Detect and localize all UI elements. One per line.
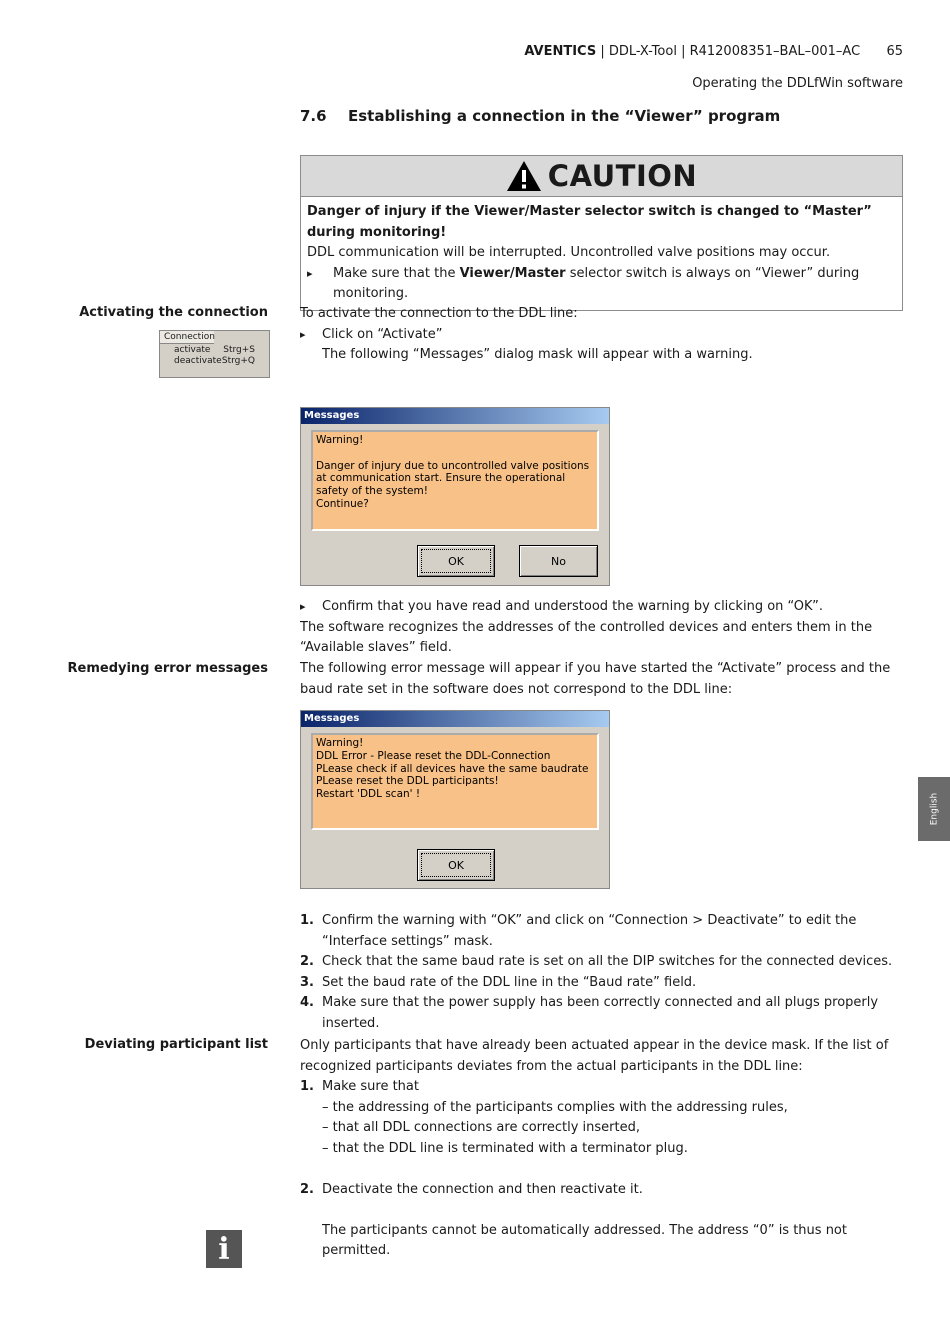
deviating-step-1 [300,1077,905,1098]
caution-signal-word: CAUTION [547,159,698,193]
dialog-title: Messages [301,408,609,424]
messages-dialog-error [300,710,610,889]
remedy-intro: The following error message will appear if you have started the “Activate” process and the baud rate set in the software does not correspond to the DDL line: [300,661,891,697]
step-number: 1. [300,1079,314,1094]
step-text: Make sure that the power supply has been correctly connected and all plugs properly inserted. [322,995,879,1031]
caution-body [301,197,902,310]
ok-button[interactable]: OK [417,849,495,881]
info-icon: i [206,1230,242,1268]
dialog-title: Messages [301,711,609,727]
menu-item-deactivate [160,355,269,366]
step-text: Deactivate the connection and then reactivate it. [322,1181,643,1197]
activating-result: The following “Messages” dialog mask will appear with a warning. [322,347,753,362]
caution-action-bold: Viewer/Master [459,265,566,281]
menu-item-shortcut: Strg+Q [221,356,255,366]
remedy-step [300,952,905,973]
remedy-step [300,973,905,994]
step-text: Check that the same baud rate is set on all the DIP switches for the connected devices. [322,954,893,969]
caution-action-text: Make sure that the [333,265,460,281]
connection-menu-title: Connection [160,331,214,344]
brand-name: AVENTICS [524,44,597,59]
ok-button[interactable]: OK [417,545,495,577]
menu-item-activate [160,344,269,355]
deviating-dash-item: – that the DDL line is terminated with a terminator plug. [322,1140,688,1156]
deviating-text [300,1036,905,1262]
deviating-step-2 [300,1180,905,1201]
dialog-line: PLease check if all devices have the same baudrate [316,762,589,775]
activating-text [300,304,905,366]
confirm-result: The software recognizes the addresses of the controlled devices and enters them in the “Available slaves” field. [300,619,873,655]
connection-menu-image [159,330,270,378]
dialog-message-area [311,430,599,531]
side-label-activating: Activating the connection [79,305,268,320]
deviating-dash-item: – the addressing of the participants complies with the addressing rules, [322,1099,788,1115]
warning-triangle-icon [506,160,542,192]
caution-hazard: Danger of injury if the Viewer/Master selector switch is changed to “Master” during monitoring! [307,204,872,240]
caution-consequence: DDL communication will be interrupted. Uncontrolled valve positions may occur. [307,245,831,260]
dialog-line: Warning! [316,737,364,749]
dialog-line: Restart 'DDL scan' ! [316,788,421,801]
chapter-title: Operating the DDLfWin software [692,76,903,91]
step-text: Set the baud rate of the DDL line in the “Baud rate” field. [322,974,697,990]
remedy-steps [300,911,905,1034]
menu-item-label: deactivate [174,356,222,366]
deviating-intro: Only participants that have already been actuated appear in the device mask. If the list of recognized participants deviates from the actual participants in the DDL line: [300,1038,889,1074]
step-number: 2. [300,954,314,969]
step-number: 1. [300,913,314,928]
side-label-deviating: Deviating participant list [84,1037,268,1052]
info-note: The participants cannot be automatically addressed. The address “0” is thus not permitted. [322,1222,847,1258]
doc-reference: | DDL-X-Tool | R412008351–BAL–001–AC [596,44,861,59]
confirm-step: ▸ Confirm that you have read and understood the warning by clicking on “OK”. [300,597,905,618]
dialog-message-area [311,733,599,830]
step-text: Confirm the warning with “OK” and click on “Connection > Deactivate” to edit the “Interface settings” mask. [322,913,857,949]
dialog-line: PLease reset the DDL participants! [316,775,499,788]
caution-box [300,155,903,311]
step-number: 4. [300,995,314,1010]
deviating-dash-item: – that all DDL connections are correctly inserted, [322,1120,640,1135]
caution-action-text-end: selector switch is always on “Viewer” during monitoring. [333,265,860,301]
caution-header [301,156,902,197]
dialog-line: Continue? [316,497,369,510]
confirm-text [300,597,905,659]
no-button[interactable]: No [519,545,598,577]
dialog-line: Danger of injury due to uncontrolled valve positions at communication start. Ensure the operational safety of the system! [316,459,590,498]
activating-step: ▸ Click on “Activate” [300,325,905,346]
dialog-line: Warning! [316,434,364,446]
language-tab-label: English [929,792,939,826]
dialog-message [313,735,597,803]
remedy-step [300,911,905,952]
page-number: 65 [886,44,903,59]
step-number: 3. [300,974,314,990]
dialog-message [313,432,597,513]
activating-intro: To activate the connection to the DDL line: [300,306,578,321]
side-label-remedy: Remedying error messages [67,661,268,676]
section-number: 7.6 [300,107,327,125]
language-tab [918,777,950,841]
menu-item-label: activate [174,345,211,355]
step-text: Make sure that [322,1079,419,1094]
section-title: Establishing a connection in the “Viewer” program [348,107,781,125]
caution-action [307,264,896,305]
running-header [524,44,903,59]
remedy-step [300,993,905,1034]
dialog-line: DDL Error - Please reset the DDL-Connection [316,749,551,762]
section-heading [300,107,780,125]
step-number: 2. [300,1181,314,1197]
menu-item-shortcut: Strg+S [223,345,255,355]
messages-dialog-warning [300,407,610,586]
